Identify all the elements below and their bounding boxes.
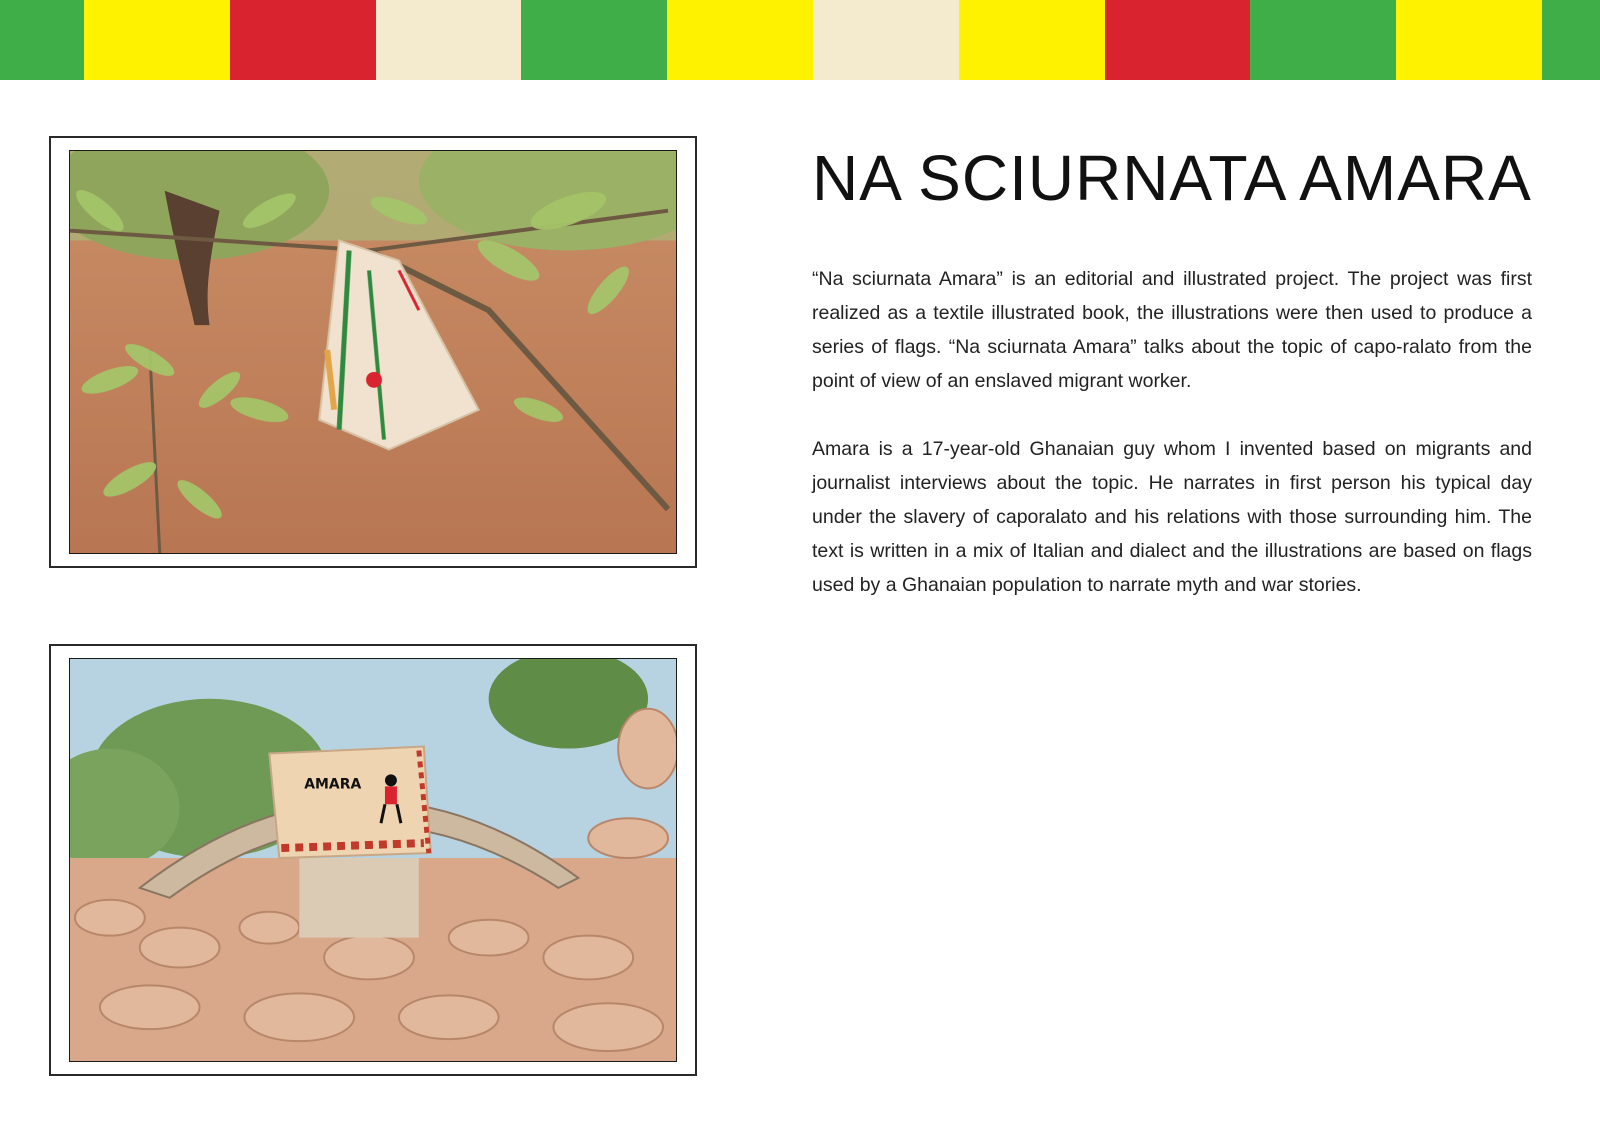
photo-stone-arch-flag [69,658,677,1062]
olive-tree-illustration [70,151,676,553]
color-stripe [1250,0,1396,80]
photo-olive-tree-flag [69,150,677,554]
color-stripe [1542,0,1600,80]
color-stripe [667,0,813,80]
color-stripe [84,0,230,80]
color-stripe [0,0,84,80]
description-paragraph-2: Amara is a 17-year-old Ghanaian guy whom I invented based on migrants and journalist interviews about the topic. He narrates in first person his typical day under the slavery of caporalato and his relations with those surrounding him. The text is written in a mix of Italian and dialect and the illustrations are based on flags used by a Ghanaian population to narrate myth and war stories. [812,438,1532,596]
color-stripe-band [0,0,1600,80]
description-paragraph-1: “Na sciurnata Amara” is an editorial and illustrated project. The project was first realized as a textile illustrated book, the illustrations were then used to produce a series of flags. “Na sciurnata Amara” talks about the topic of capo-ralato from the point of view of an enslaved migrant worker. [812,268,1532,392]
photo-frame-stone-arch [49,644,697,1076]
color-stripe [521,0,667,80]
color-stripe [230,0,376,80]
color-stripe [813,0,959,80]
page-title: NA SCIURNATA AMARA [812,142,1532,214]
color-stripe [959,0,1105,80]
color-stripe [1105,0,1251,80]
photo-frame-olive-tree [49,136,697,568]
color-stripe [376,0,522,80]
draped-flag [269,747,430,858]
flag-text: AMARA [304,776,362,793]
color-stripe [1396,0,1542,80]
stone-arch-illustration [70,659,676,1061]
